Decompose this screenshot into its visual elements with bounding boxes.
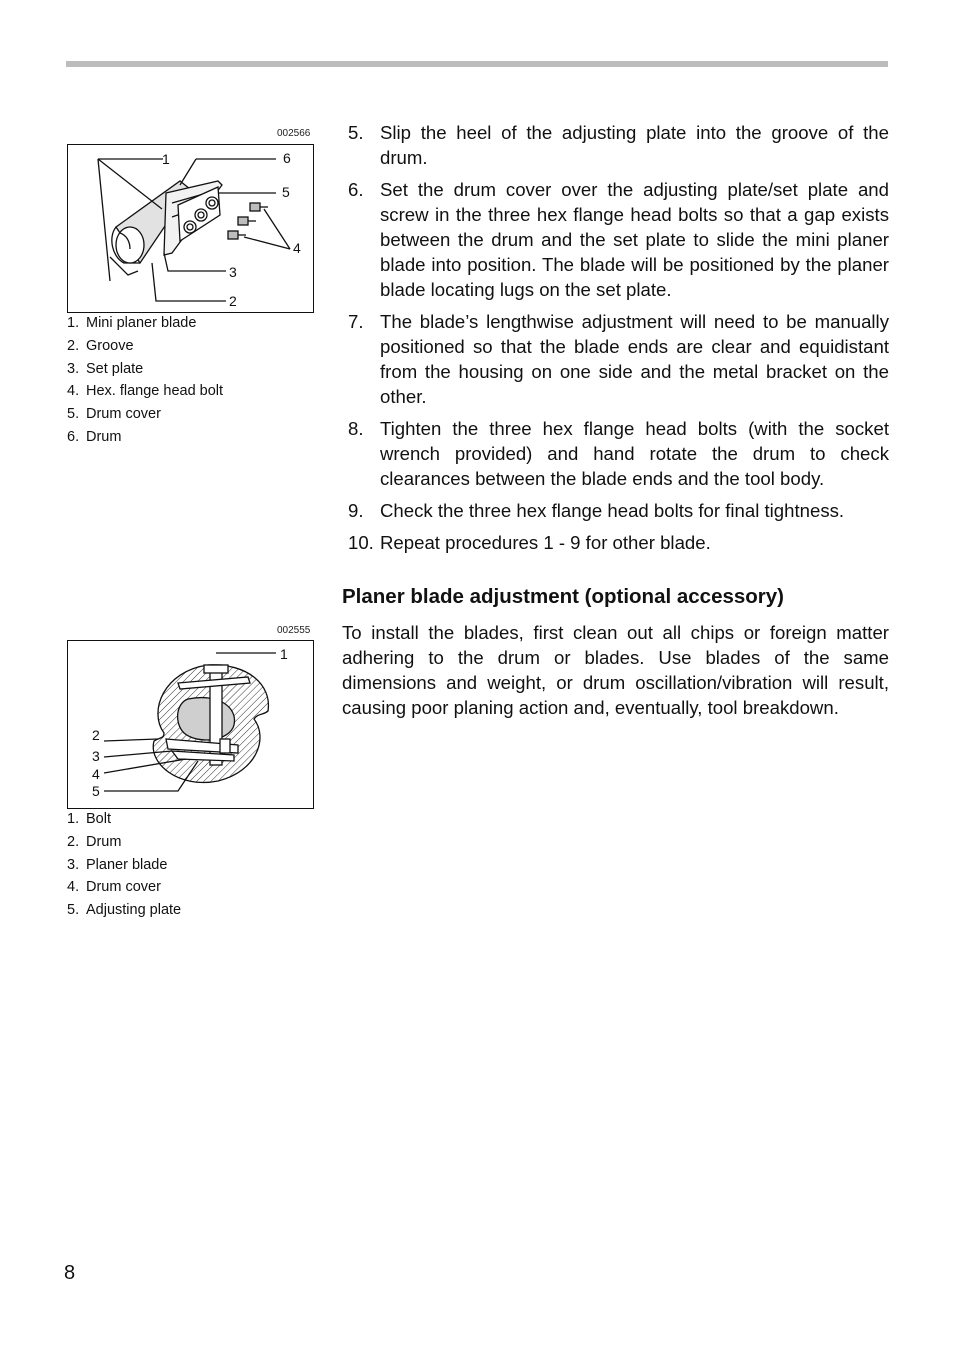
figure2-callout-3: 3	[92, 748, 100, 764]
legend-item: 2. Drum	[67, 833, 122, 850]
step-item: 5. Slip the heel of the adjusting plate into the groove of the drum.	[348, 122, 889, 168]
figure1-callout-4: 4	[293, 240, 301, 256]
figure2-diagram	[67, 640, 314, 809]
step-item: 8. Tighten the three hex flange head bolts (with the socket wrench provided) and hand rotate the drum to check clearances between the blade ends and the tool body.	[348, 418, 889, 489]
figure1-callout-5: 5	[282, 184, 290, 200]
step-item: 10. Repeat procedures 1 - 9 for other blade.	[348, 532, 711, 553]
figure1-callout-3: 3	[229, 264, 237, 280]
figure1-callout-2: 2	[229, 293, 237, 309]
figure2-callout-4: 4	[92, 766, 100, 782]
legend-item: 5. Drum cover	[67, 406, 161, 423]
figure1-illustration	[68, 145, 315, 314]
figure1-code: 002566	[277, 128, 311, 139]
figure1-callout-6: 6	[283, 150, 291, 166]
step-item: 7. The blade’s lengthwise adjustment will need to be manually positioned so that the blade ends are clear and equidistant from the housing on one side and the metal bracket on the other.	[348, 311, 889, 407]
legend-item: 2. Groove	[67, 337, 134, 354]
legend-item: 5. Adjusting plate	[67, 902, 182, 919]
figure2-legend	[67, 808, 181, 922]
figure1-callout-1: 1	[162, 151, 170, 167]
legend-item: 3. Planer blade	[67, 856, 168, 873]
header-rule	[66, 61, 888, 67]
figure2-illustration	[68, 641, 315, 810]
figure1-diagram	[67, 144, 314, 313]
figure2-callout-2: 2	[92, 727, 100, 743]
section-body: To install the blades, first clean out all chips or foreign matter adhering to the drum or blades. Use blades of the same dimensions and weight, or drum oscillation/vibration will result, causing poor planing action and, eventually, tool breakdown.	[342, 622, 889, 718]
procedure-steps	[342, 120, 889, 562]
legend-item: 4. Drum cover	[67, 879, 161, 896]
legend-item: 6. Drum	[67, 428, 122, 445]
step-item: 6. Set the drum cover over the adjusting plate/set plate and screw in the three hex flange head bolts so that a gap exists between the drum and the set plate to slide the mini planer blade into position. The blade will be positioned by the planer blade locating lugs on the set plate.	[348, 179, 889, 300]
legend-item: 1. Mini planer blade	[67, 315, 197, 331]
step-item: 9. Check the three hex flange head bolts for final tightness.	[348, 500, 845, 521]
figure1-legend	[67, 312, 223, 449]
figure2-code: 002555	[277, 625, 311, 636]
figure2-callout-1: 1	[280, 646, 288, 662]
legend-item: 4. Hex. flange head bolt	[67, 383, 224, 400]
legend-item: 1. Bolt	[67, 811, 111, 827]
section-heading: Planer blade adjustment (optional accessory)	[342, 585, 785, 608]
legend-item: 3. Set plate	[67, 360, 144, 377]
page-number: 8	[64, 1262, 76, 1284]
figure2-callout-5: 5	[92, 783, 100, 799]
